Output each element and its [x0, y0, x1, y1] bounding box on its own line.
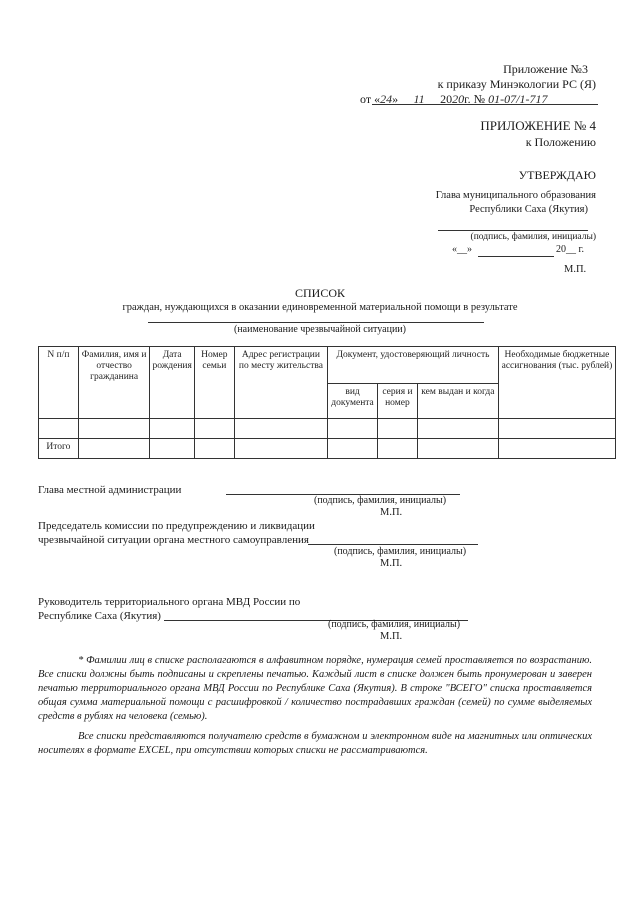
appendix-label: Приложение №3 — [503, 62, 588, 76]
approval-head-line1: Глава муниципального образования — [435, 190, 596, 201]
to-regulation: к Положению — [525, 135, 596, 149]
header-name: Фамилия, имя и отчество гражданина — [78, 347, 150, 419]
table-empty-row — [39, 419, 616, 439]
date-sep: » — [392, 92, 399, 106]
date-year: 20 — [452, 92, 465, 106]
date-number-label: г. № — [464, 92, 486, 106]
table-total-row — [39, 439, 616, 459]
date-underline — [372, 104, 598, 105]
date-month: 11 — [413, 92, 425, 106]
header-doc-issued: кем выдан и когда — [417, 384, 498, 419]
approve-heading: УТВЕРЖДАЮ — [518, 168, 596, 182]
header-address: Адрес регистрации по месту жительства — [234, 347, 327, 419]
header-doc-type: вид документа — [328, 384, 378, 419]
header-birth: Дата рождения — [150, 347, 194, 419]
approval-signature-line — [438, 230, 588, 231]
notes-block-2 — [38, 730, 592, 758]
list-heading: СПИСОК — [294, 286, 345, 300]
approval-signature-caption: (подпись, фамилия, инициалы) — [470, 232, 596, 242]
signature2-line — [308, 544, 478, 545]
header-document: Документ, удостоверяющий личность — [328, 347, 499, 384]
table-header-row — [39, 347, 616, 384]
header-num: N п/п — [39, 347, 79, 419]
order-reference: к приказу Минэкологии РС (Я) — [437, 77, 596, 91]
date-day: 24 — [380, 92, 393, 106]
note-2: Все списки представляются получателю средств в бумажном и электронном виде на магнитных или оптических носителях в формате EXCEL, при отсутствии которых списки не рассматриваются. — [38, 731, 592, 756]
signature2-title-line2: чрезвычайной ситуации органа местного самоуправления — [38, 534, 309, 546]
signature1-caption: (подпись, фамилия, инициалы) — [314, 495, 447, 506]
header-family: Номер семьи — [194, 347, 234, 419]
note-1: * Фамилии лиц в списке располагаются в алфавитном порядке, нумерация семей проставляется по возрастанию. Все списки должны быть подписаны и скреплены печатью. Каждый лист в списке должен быть пронумерован и заверен печатью территориального органа МВД России по Республике Саха (Якутия). В строке "ВСЕГО" списка проставляется общая сумма материальной помощи с расшифровкой / количество пострадавших граждан (семей) по сумме выделяемых средств в рублях на человека (семью). — [38, 655, 592, 722]
approval-seal: М.П. — [564, 264, 587, 275]
signature2-caption: (подпись, фамилия, инициалы) — [334, 546, 467, 557]
signature3-title-line1: Руководитель территориального органа МВД России по — [38, 596, 301, 608]
signature2-title-line1: Председатель комиссии по предупреждению и ликвидации — [38, 520, 315, 532]
citizens-table — [38, 346, 616, 459]
signature1-title: Глава местной администрации — [38, 484, 182, 496]
date-year-prefix: 20 — [440, 92, 453, 106]
emergency-name-line — [148, 322, 484, 323]
approval-date-line — [478, 256, 554, 257]
header-funds: Необходимые бюджетные ассигнования (тыс. рублей) — [498, 347, 615, 419]
signature3-title-line2: Республике Саха (Якутия) — [38, 610, 161, 622]
date-prefix: от « — [360, 92, 381, 106]
signature3-seal: М.П. — [380, 631, 403, 642]
header-doc-series: серия и номер — [378, 384, 418, 419]
approval-date-placeholder: «__» — [452, 244, 472, 255]
signature3-caption: (подпись, фамилия, инициалы) — [328, 619, 461, 630]
appendix4-title: ПРИЛОЖЕНИЕ № 4 — [480, 118, 596, 133]
notes-block — [38, 654, 592, 724]
total-label: Итого — [39, 439, 79, 459]
signature1-seal: М.П. — [380, 507, 403, 518]
signature2-seal: М.П. — [380, 558, 403, 569]
date-number: 01-07/1-717 — [488, 92, 548, 106]
emergency-name-caption: (наименование чрезвычайной ситуации) — [234, 324, 406, 335]
approval-year: 20__ г. — [556, 244, 584, 255]
approval-head-line2: Республики Саха (Якутия) — [469, 204, 588, 215]
list-subtitle: граждан, нуждающихся в оказании единовременной материальной помощи в результате — [122, 302, 518, 313]
